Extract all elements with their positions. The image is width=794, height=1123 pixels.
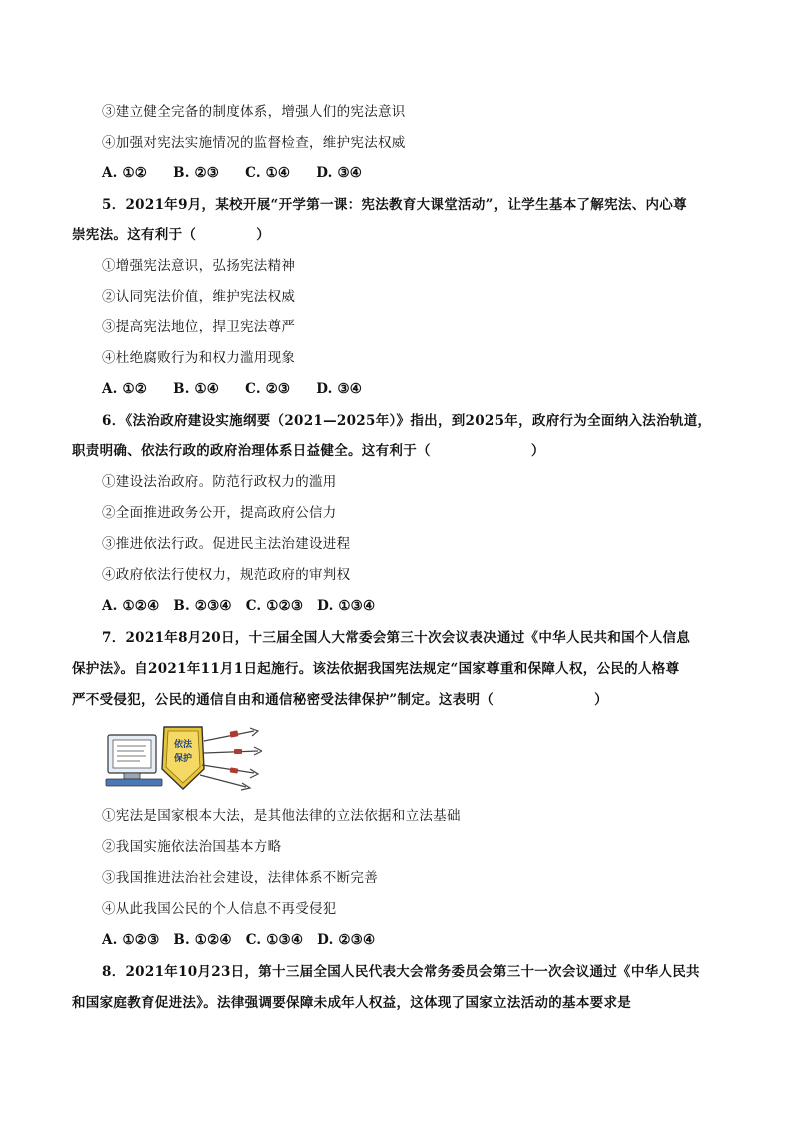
- q6-stem-line1: 6．《法治政府建设实施纲要（2021—2025年）》指出，到2025年，政府行为全面纳入法治轨道，: [102, 413, 712, 429]
- q7-statement-4: ④从此我国公民的个人信息不再受侵犯: [102, 901, 337, 917]
- q5-options: [102, 379, 388, 399]
- law-protection-illustration: [104, 723, 262, 793]
- q5-option-c[interactable]: C. ②③: [245, 381, 291, 397]
- q4-option-b[interactable]: B. ②③: [173, 165, 220, 181]
- q6-option-c[interactable]: C. ①②③: [245, 598, 304, 614]
- computer-monitor-icon: [106, 735, 162, 786]
- q7-option-a[interactable]: A. ①②③: [102, 932, 160, 948]
- q7-option-b[interactable]: B. ①②④: [173, 932, 232, 948]
- q4-option-c[interactable]: C. ①④: [245, 165, 291, 181]
- q4-statement-3: ③建立健全完备的制度体系，增强人们的宪法意识: [102, 104, 406, 120]
- q7-stem-line3: 严不受侵犯，公民的通信自由和通信秘密受法律保护”制定。这表明（ ）: [72, 692, 608, 708]
- q5-option-a[interactable]: A. ①②: [102, 381, 148, 397]
- q5-stem-line2: 崇宪法。这有利于（ ）: [72, 227, 271, 243]
- shield-text-line1: 依法: [173, 740, 193, 750]
- q6-option-a[interactable]: A. ①②④: [102, 598, 160, 614]
- q8-stem-line2: 和国家庭教育促进法》。法律强调要保障未成年人权益，这体现了国家立法活动的基本要求是: [72, 995, 632, 1011]
- q4-option-d[interactable]: D. ③④: [316, 165, 363, 181]
- q7-option-c[interactable]: C. ①③④: [245, 932, 304, 948]
- q7-statement-2: ②我国实施依法治国基本方略: [102, 839, 282, 855]
- q7-statement-3: ③我国推进法治社会建设，法律体系不断完善: [102, 870, 378, 886]
- q6-option-d[interactable]: D. ①③④: [317, 598, 376, 614]
- q7-stem-line1: 7．2021年8月20日，十三届全国人大常委会第三十次会议表决通过《中华人民共和国个人信息: [102, 630, 691, 646]
- q6-statement-2: ②全面推进政务公开，提高政府公信力: [102, 505, 337, 521]
- q7-statement-1: ①宪法是国家根本大法，是其他法律的立法依据和立法基础: [102, 808, 461, 824]
- q5-statement-4: ④杜绝腐败行为和权力滥用现象: [102, 350, 296, 366]
- q5-statement-1: ①增强宪法意识，弘扬宪法精神: [102, 258, 296, 274]
- q7-option-d[interactable]: D. ②③④: [317, 932, 376, 948]
- q4-options: [102, 163, 388, 183]
- q6-statement-4: ④政府依法行使权力，规范政府的审判权: [102, 567, 351, 583]
- q5-option-b[interactable]: B. ①④: [173, 381, 220, 397]
- q5-statement-2: ②认同宪法价值，维护宪法权威: [102, 289, 296, 305]
- shield-text-line2: 保护: [173, 754, 193, 764]
- q6-options: [102, 596, 401, 616]
- q4-option-a[interactable]: A. ①②: [102, 165, 148, 181]
- q6-statement-3: ③推进依法行政。促进民主法治建设进程: [102, 536, 351, 552]
- shield-icon: [162, 727, 204, 789]
- q6-statement-1: ①建设法治政府。防范行政权力的滥用: [102, 474, 337, 490]
- q7-options: [102, 930, 401, 950]
- q5-stem-line1: 5．2021年9月，某校开展“开学第一课：宪法教育大课堂活动”，让学生基本了解宪法、内心尊: [102, 197, 687, 213]
- q4-statement-4: ④加强对宪法实施情况的监督检查，维护宪法权威: [102, 135, 406, 151]
- q5-option-d[interactable]: D. ③④: [316, 381, 363, 397]
- q6-stem-line2: 职责明确、依法行政的政府治理体系日益健全。这有利于（ ）: [72, 443, 545, 459]
- q6-option-b[interactable]: B. ②③④: [173, 598, 232, 614]
- q8-stem-line1: 8．2021年10月23日，第十三届全国人民代表大会常务委员会第三十一次会议通过《中华人民共: [102, 964, 700, 980]
- q5-statement-3: ③提高宪法地位，捍卫宪法尊严: [102, 319, 296, 335]
- q7-stem-line2: 保护法》。自2021年11月1日起施行。该法依据我国宪法规定“国家尊重和保障人权，公民的人格尊: [72, 661, 680, 677]
